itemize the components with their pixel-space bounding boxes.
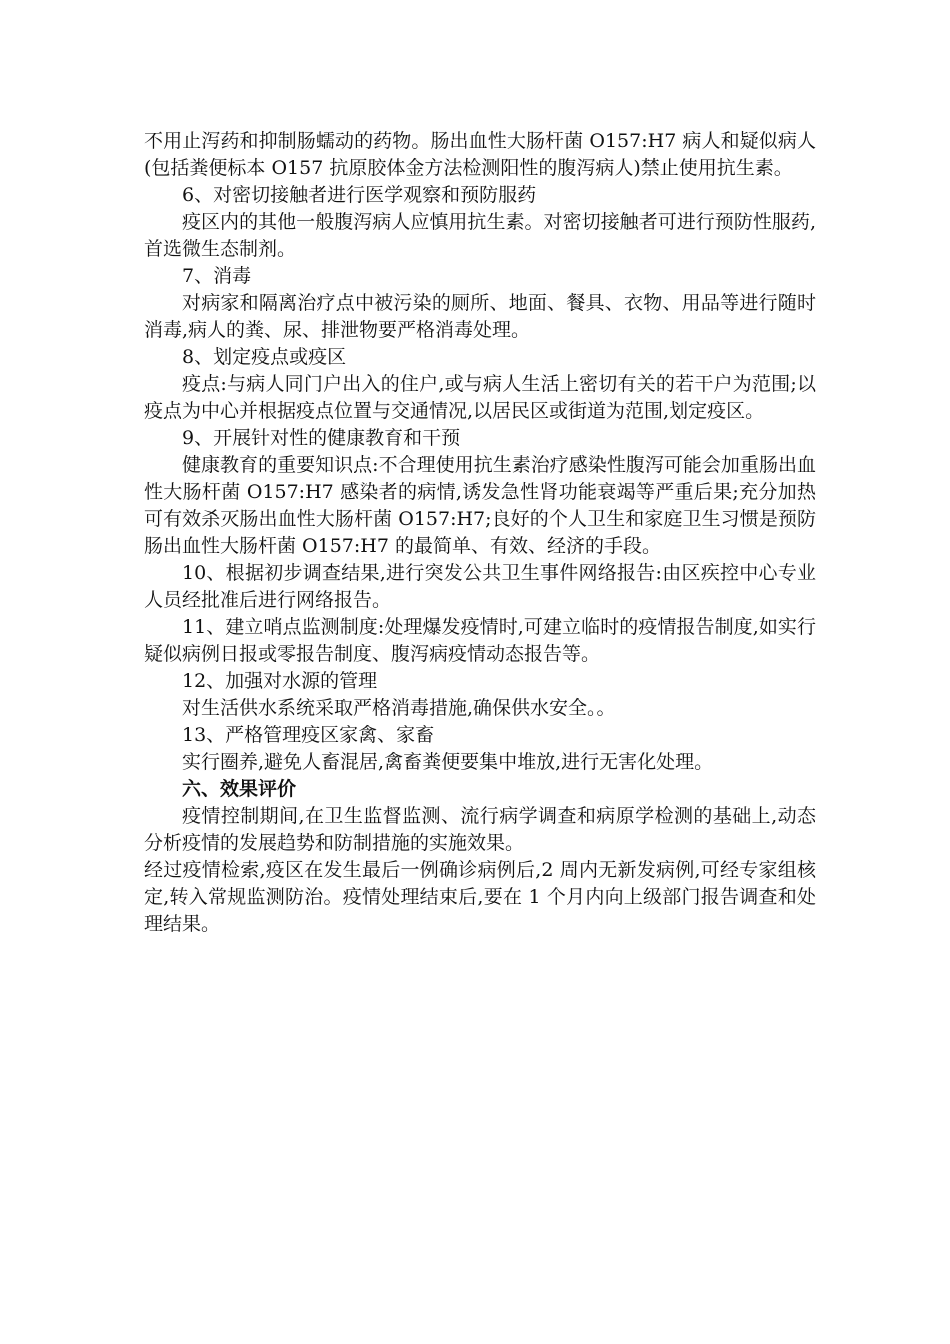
chapter-heading-evaluation: 六、效果评价 bbox=[182, 778, 297, 800]
paragraph: 健康教育的重要知识点:不合理使用抗生素治疗感染性腹泻可能会加重肠出血性大肠杆菌 O157:H7 感染者的病情,诱发急性肾功能衰竭等严重后果;充分加热可有效杀灭肠出血性大肠杆菌 O157:H7;良好的个人卫生和家庭卫生习惯是预防肠出血性大肠杆菌 O157:H7 的最简单、有效、经济的手段。 bbox=[144, 454, 816, 557]
section-heading-8: 8、划定疫点或疫区 bbox=[182, 346, 347, 368]
section-heading-12: 12、加强对水源的管理 bbox=[182, 670, 378, 692]
paragraph: 疫区内的其他一般腹泻病人应慎用抗生素。对密切接触者可进行预防性服药,首选微生态制剂。 bbox=[144, 211, 816, 260]
section-heading-7: 7、消毒 bbox=[182, 265, 252, 287]
section-heading-9: 9、开展针对性的健康教育和干预 bbox=[182, 427, 461, 449]
document-body bbox=[144, 128, 816, 938]
paragraph: 对病家和隔离治疗点中被污染的厕所、地面、餐具、衣物、用品等进行随时消毒,病人的粪、尿、排泄物要严格消毒处理。 bbox=[144, 292, 816, 341]
section-heading-13: 13、严格管理疫区家禽、家畜 bbox=[182, 724, 435, 746]
paragraph: 疫点:与病人同门户出入的住户,或与病人生活上密切有关的若干户为范围;以疫点为中心并根据疫点位置与交通情况,以居民区或街道为范围,划定疫区。 bbox=[144, 373, 816, 422]
section-heading-10: 10、根据初步调查结果,进行突发公共卫生事件网络报告:由区疾控中心专业人员经批准后进行网络报告。 bbox=[144, 562, 816, 611]
paragraph: 不用止泻药和抑制肠蠕动的药物。肠出血性大肠杆菌 O157:H7 病人和疑似病人(包括粪便标本 O157 抗原胶体金方法检测阳性的腹泻病人)禁止使用抗生素。 bbox=[144, 130, 816, 179]
paragraph: 经过疫情检索,疫区在发生最后一例确诊病例后,2 周内无新发病例,可经专家组核定,转入常规监测防治。疫情处理结束后,要在 1 个月内向上级部门报告调查和处理结果。 bbox=[144, 859, 816, 935]
paragraph: 实行圈养,避免人畜混居,禽畜粪便要集中堆放,进行无害化处理。 bbox=[182, 751, 714, 773]
section-heading-11: 11、建立哨点监测制度:处理爆发疫情时,可建立临时的疫情报告制度,如实行疑似病例日报或零报告制度、腹泻病疫情动态报告等。 bbox=[144, 616, 816, 665]
paragraph: 疫情控制期间,在卫生监督监测、流行病学调查和病原学检测的基础上,动态分析疫情的发展趋势和防制措施的实施效果。 bbox=[144, 805, 816, 854]
paragraph: 对生活供水系统采取严格消毒措施,确保供水安全。。 bbox=[182, 697, 616, 719]
section-heading-6: 6、对密切接触者进行医学观察和预防服药 bbox=[182, 184, 537, 206]
